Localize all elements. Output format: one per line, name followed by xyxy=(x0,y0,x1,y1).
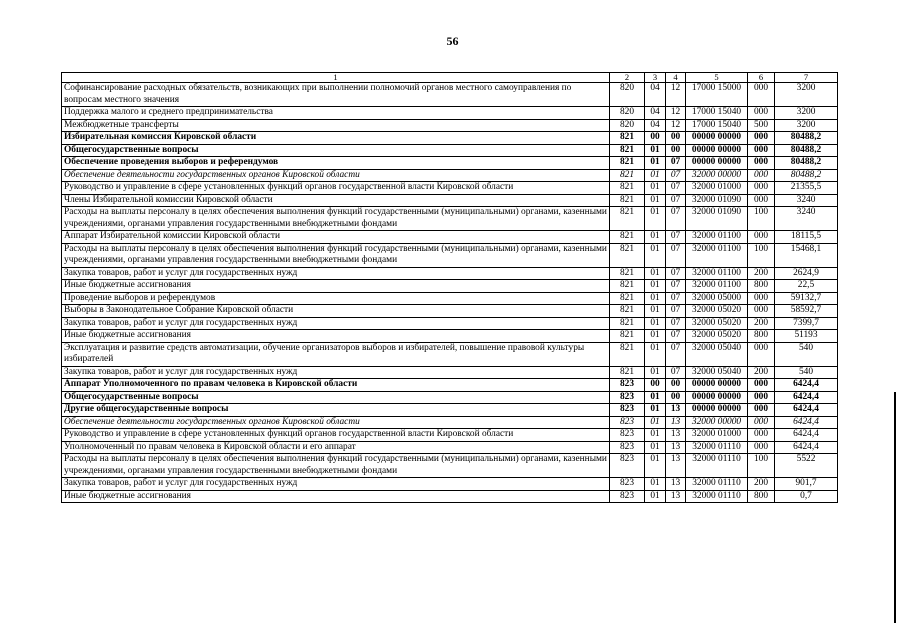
table-row xyxy=(62,366,838,379)
row-amount-cell: 6424,4 xyxy=(775,404,838,417)
row-expense-type-cell: 000 xyxy=(748,157,775,170)
row-admin-code-cell: 820 xyxy=(610,83,645,107)
row-subsection-cell: 13 xyxy=(666,429,686,442)
row-admin-code-cell: 821 xyxy=(610,330,645,343)
row-name-cell: Закупка товаров, работ и услуг для государственных нужд xyxy=(62,478,610,491)
row-admin-code-cell: 821 xyxy=(610,207,645,231)
row-section-cell: 04 xyxy=(645,107,666,120)
row-amount-cell: 6424,4 xyxy=(775,391,838,404)
row-subsection-cell: 13 xyxy=(666,416,686,429)
row-subsection-cell: 13 xyxy=(666,490,686,503)
row-admin-code-cell: 821 xyxy=(610,366,645,379)
row-admin-code-cell: 820 xyxy=(610,107,645,120)
table-row xyxy=(62,330,838,343)
row-section-cell: 04 xyxy=(645,83,666,107)
table-row xyxy=(62,379,838,392)
row-section-cell: 04 xyxy=(645,119,666,132)
row-admin-code-cell: 821 xyxy=(610,243,645,267)
row-admin-code-cell: 821 xyxy=(610,231,645,244)
row-subsection-cell: 07 xyxy=(666,182,686,195)
row-expense-type-cell: 000 xyxy=(748,429,775,442)
row-target-article-cell: 32000 01100 xyxy=(686,267,748,280)
row-target-article-cell: 00000 00000 xyxy=(686,157,748,170)
row-section-cell: 01 xyxy=(645,404,666,417)
row-admin-code-cell: 823 xyxy=(610,478,645,491)
row-name-cell: Закупка товаров, работ и услуг для государственных нужд xyxy=(62,366,610,379)
row-section-cell: 01 xyxy=(645,317,666,330)
row-subsection-cell: 00 xyxy=(666,132,686,145)
row-name-cell: Руководство и управление в сфере установленных функций органов государственной власти Кировской области xyxy=(62,429,610,442)
row-expense-type-cell: 200 xyxy=(748,366,775,379)
row-section-cell: 01 xyxy=(645,305,666,318)
header-row xyxy=(62,73,838,83)
table-row xyxy=(62,441,838,454)
table-row xyxy=(62,391,838,404)
table-row xyxy=(62,317,838,330)
row-section-cell: 01 xyxy=(645,330,666,343)
row-name-cell: Члены Избирательной комиссии Кировской области xyxy=(62,194,610,207)
table-row xyxy=(62,169,838,182)
row-amount-cell: 6424,4 xyxy=(775,379,838,392)
row-amount-cell: 18115,5 xyxy=(775,231,838,244)
row-subsection-cell: 12 xyxy=(666,83,686,107)
col-header-3: 3 xyxy=(645,73,666,83)
table-row xyxy=(62,194,838,207)
row-name-cell: Руководство и управление в сфере установленных функций органов государственной власти Кировской области xyxy=(62,182,610,195)
row-admin-code-cell: 821 xyxy=(610,305,645,318)
row-admin-code-cell: 821 xyxy=(610,194,645,207)
row-target-article-cell: 32000 01110 xyxy=(686,490,748,503)
row-target-article-cell: 32000 00000 xyxy=(686,169,748,182)
row-amount-cell: 0,7 xyxy=(775,490,838,503)
table-row xyxy=(62,157,838,170)
row-expense-type-cell: 100 xyxy=(748,207,775,231)
row-admin-code-cell: 820 xyxy=(610,119,645,132)
row-section-cell: 01 xyxy=(645,231,666,244)
table-row xyxy=(62,280,838,293)
page-number: 56 xyxy=(446,34,459,48)
row-section-cell: 01 xyxy=(645,267,666,280)
table-row xyxy=(62,429,838,442)
row-subsection-cell: 00 xyxy=(666,391,686,404)
row-target-article-cell: 32000 01090 xyxy=(686,194,748,207)
table-row xyxy=(62,342,838,366)
row-amount-cell: 58592,7 xyxy=(775,305,838,318)
row-name-cell: Проведение выборов и референдумов xyxy=(62,292,610,305)
row-subsection-cell: 00 xyxy=(666,144,686,157)
row-amount-cell: 3200 xyxy=(775,107,838,120)
row-expense-type-cell: 200 xyxy=(748,478,775,491)
row-expense-type-cell: 000 xyxy=(748,83,775,107)
row-target-article-cell: 32000 01110 xyxy=(686,454,748,478)
row-target-article-cell: 32000 01100 xyxy=(686,243,748,267)
row-admin-code-cell: 823 xyxy=(610,416,645,429)
row-amount-cell: 22,5 xyxy=(775,280,838,293)
row-section-cell: 01 xyxy=(645,416,666,429)
row-section-cell: 01 xyxy=(645,391,666,404)
table-row xyxy=(62,454,838,478)
row-name-cell: Иные бюджетные ассигнования xyxy=(62,280,610,293)
row-section-cell: 01 xyxy=(645,292,666,305)
row-admin-code-cell: 821 xyxy=(610,280,645,293)
table-row xyxy=(62,132,838,145)
scan-edge-bar xyxy=(894,392,896,623)
row-target-article-cell: 32000 05020 xyxy=(686,330,748,343)
row-target-article-cell: 32000 01110 xyxy=(686,441,748,454)
row-expense-type-cell: 000 xyxy=(748,305,775,318)
row-amount-cell: 5522 xyxy=(775,454,838,478)
row-name-cell: Другие общегосударственные вопросы xyxy=(62,404,610,417)
row-admin-code-cell: 823 xyxy=(610,490,645,503)
col-header-5: 5 xyxy=(686,73,748,83)
row-expense-type-cell: 000 xyxy=(748,107,775,120)
row-expense-type-cell: 000 xyxy=(748,144,775,157)
row-admin-code-cell: 821 xyxy=(610,144,645,157)
row-admin-code-cell: 823 xyxy=(610,429,645,442)
row-section-cell: 01 xyxy=(645,454,666,478)
table-row xyxy=(62,478,838,491)
row-name-cell: Выборы в Законодательное Собрание Кировской области xyxy=(62,305,610,318)
table-row xyxy=(62,267,838,280)
table-row xyxy=(62,243,838,267)
row-subsection-cell: 07 xyxy=(666,317,686,330)
row-subsection-cell: 12 xyxy=(666,107,686,120)
row-target-article-cell: 32000 01110 xyxy=(686,478,748,491)
row-amount-cell: 3240 xyxy=(775,207,838,231)
row-section-cell: 01 xyxy=(645,207,666,231)
row-section-cell: 01 xyxy=(645,169,666,182)
row-section-cell: 01 xyxy=(645,144,666,157)
row-target-article-cell: 17000 15000 xyxy=(686,83,748,107)
table-row xyxy=(62,404,838,417)
row-admin-code-cell: 823 xyxy=(610,441,645,454)
row-section-cell: 01 xyxy=(645,429,666,442)
row-expense-type-cell: 000 xyxy=(748,441,775,454)
row-target-article-cell: 32000 01000 xyxy=(686,182,748,195)
row-expense-type-cell: 800 xyxy=(748,490,775,503)
row-expense-type-cell: 000 xyxy=(748,292,775,305)
row-subsection-cell: 13 xyxy=(666,404,686,417)
row-name-cell: Софинансирование расходных обязательств, возникающих при выполнении полномочий органов местного самоуправления по вопросам местного значения xyxy=(62,83,610,107)
row-amount-cell: 80488,2 xyxy=(775,144,838,157)
row-expense-type-cell: 800 xyxy=(748,330,775,343)
row-name-cell: Поддержка малого и среднего предпринимательства xyxy=(62,107,610,120)
row-subsection-cell: 07 xyxy=(666,207,686,231)
row-amount-cell: 2624,9 xyxy=(775,267,838,280)
row-target-article-cell: 32000 05020 xyxy=(686,305,748,318)
row-subsection-cell: 13 xyxy=(666,441,686,454)
row-admin-code-cell: 821 xyxy=(610,292,645,305)
row-subsection-cell: 07 xyxy=(666,292,686,305)
row-section-cell: 01 xyxy=(645,194,666,207)
row-expense-type-cell: 000 xyxy=(748,169,775,182)
row-expense-type-cell: 200 xyxy=(748,267,775,280)
row-target-article-cell: 00000 00000 xyxy=(686,132,748,145)
row-expense-type-cell: 000 xyxy=(748,391,775,404)
row-amount-cell: 80488,2 xyxy=(775,132,838,145)
table-row xyxy=(62,231,838,244)
row-subsection-cell: 07 xyxy=(666,366,686,379)
row-admin-code-cell: 823 xyxy=(610,379,645,392)
row-section-cell: 01 xyxy=(645,366,666,379)
row-amount-cell: 3200 xyxy=(775,83,838,107)
row-target-article-cell: 32000 01090 xyxy=(686,207,748,231)
row-subsection-cell: 07 xyxy=(666,342,686,366)
table-body xyxy=(62,83,838,503)
row-section-cell: 00 xyxy=(645,132,666,145)
row-subsection-cell: 07 xyxy=(666,243,686,267)
row-name-cell: Аппарат Избирательной комиссии Кировской области xyxy=(62,231,610,244)
row-expense-type-cell: 000 xyxy=(748,231,775,244)
table-row xyxy=(62,182,838,195)
row-target-article-cell: 32000 05040 xyxy=(686,366,748,379)
row-section-cell: 01 xyxy=(645,280,666,293)
row-name-cell: Общегосударственные вопросы xyxy=(62,144,610,157)
col-header-1: 1 xyxy=(62,73,610,83)
row-expense-type-cell: 200 xyxy=(748,317,775,330)
row-amount-cell: 3240 xyxy=(775,194,838,207)
row-name-cell: Обеспечение деятельности государственных органов Кировской области xyxy=(62,169,610,182)
row-name-cell: Расходы на выплаты персоналу в целях обеспечения выполнения функций государственными (муниципальными) органами, казенными учреждениями, органами управления государственными внебюджетными фондами xyxy=(62,243,610,267)
row-amount-cell: 21355,5 xyxy=(775,182,838,195)
row-subsection-cell: 07 xyxy=(666,330,686,343)
row-target-article-cell: 32000 05000 xyxy=(686,292,748,305)
row-amount-cell: 80488,2 xyxy=(775,169,838,182)
row-target-article-cell: 00000 00000 xyxy=(686,404,748,417)
col-header-4: 4 xyxy=(666,73,686,83)
row-expense-type-cell: 000 xyxy=(748,342,775,366)
row-expense-type-cell: 000 xyxy=(748,379,775,392)
col-header-7: 7 xyxy=(775,73,838,83)
row-name-cell: Расходы на выплаты персоналу в целях обеспечения выполнения функций государственными (муниципальными) органами, казенными учреждениями, органами управления государственными внебюджетными фондами xyxy=(62,207,610,231)
table-row xyxy=(62,490,838,503)
row-subsection-cell: 12 xyxy=(666,119,686,132)
row-name-cell: Эксплуатация и развитие средств автоматизации, обучение организаторов выборов и избирателей, повышение правовой культуры избирателей xyxy=(62,342,610,366)
row-section-cell: 01 xyxy=(645,490,666,503)
row-admin-code-cell: 823 xyxy=(610,391,645,404)
row-target-article-cell: 00000 00000 xyxy=(686,391,748,404)
row-target-article-cell: 32000 01100 xyxy=(686,231,748,244)
row-expense-type-cell: 000 xyxy=(748,132,775,145)
row-name-cell: Обеспечение проведения выборов и референдумов xyxy=(62,157,610,170)
row-subsection-cell: 07 xyxy=(666,305,686,318)
row-subsection-cell: 00 xyxy=(666,379,686,392)
row-name-cell: Расходы на выплаты персоналу в целях обеспечения выполнения функций государственными (муниципальными) органами, казенными учреждениями, органами управления государственными внебюджетными фондами xyxy=(62,454,610,478)
row-amount-cell: 901,7 xyxy=(775,478,838,491)
row-admin-code-cell: 823 xyxy=(610,454,645,478)
row-target-article-cell: 32000 01100 xyxy=(686,280,748,293)
row-subsection-cell: 07 xyxy=(666,194,686,207)
row-amount-cell: 540 xyxy=(775,366,838,379)
row-name-cell: Аппарат Уполномоченного по правам человека в Кировской области xyxy=(62,379,610,392)
row-target-article-cell: 17000 15040 xyxy=(686,107,748,120)
row-name-cell: Общегосударственные вопросы xyxy=(62,391,610,404)
row-subsection-cell: 07 xyxy=(666,267,686,280)
row-admin-code-cell: 821 xyxy=(610,169,645,182)
row-amount-cell: 80488,2 xyxy=(775,157,838,170)
row-amount-cell: 6424,4 xyxy=(775,441,838,454)
row-section-cell: 01 xyxy=(645,441,666,454)
table-row xyxy=(62,207,838,231)
row-expense-type-cell: 100 xyxy=(748,454,775,478)
row-name-cell: Закупка товаров, работ и услуг для государственных нужд xyxy=(62,267,610,280)
row-target-article-cell: 00000 00000 xyxy=(686,144,748,157)
row-section-cell: 01 xyxy=(645,182,666,195)
row-admin-code-cell: 823 xyxy=(610,404,645,417)
row-name-cell: Обеспечение деятельности государственных органов Кировской области xyxy=(62,416,610,429)
row-admin-code-cell: 821 xyxy=(610,267,645,280)
table-row xyxy=(62,119,838,132)
row-admin-code-cell: 821 xyxy=(610,317,645,330)
row-section-cell: 00 xyxy=(645,379,666,392)
row-admin-code-cell: 821 xyxy=(610,132,645,145)
table-row xyxy=(62,416,838,429)
table-row xyxy=(62,292,838,305)
row-target-article-cell: 32000 01000 xyxy=(686,429,748,442)
row-target-article-cell: 32000 00000 xyxy=(686,416,748,429)
row-subsection-cell: 07 xyxy=(666,157,686,170)
row-expense-type-cell: 800 xyxy=(748,280,775,293)
row-admin-code-cell: 821 xyxy=(610,157,645,170)
row-amount-cell: 6424,4 xyxy=(775,416,838,429)
row-admin-code-cell: 821 xyxy=(610,182,645,195)
row-amount-cell: 540 xyxy=(775,342,838,366)
row-section-cell: 01 xyxy=(645,342,666,366)
table-row xyxy=(62,305,838,318)
col-header-2: 2 xyxy=(610,73,645,83)
row-expense-type-cell: 100 xyxy=(748,243,775,267)
row-target-article-cell: 17000 15040 xyxy=(686,119,748,132)
row-subsection-cell: 07 xyxy=(666,231,686,244)
row-amount-cell: 59132,7 xyxy=(775,292,838,305)
row-section-cell: 01 xyxy=(645,157,666,170)
row-expense-type-cell: 000 xyxy=(748,194,775,207)
row-expense-type-cell: 000 xyxy=(748,416,775,429)
row-expense-type-cell: 000 xyxy=(748,182,775,195)
row-section-cell: 01 xyxy=(645,243,666,267)
row-section-cell: 01 xyxy=(645,478,666,491)
row-subsection-cell: 13 xyxy=(666,478,686,491)
row-expense-type-cell: 500 xyxy=(748,119,775,132)
row-target-article-cell: 32000 05040 xyxy=(686,342,748,366)
row-subsection-cell: 13 xyxy=(666,454,686,478)
row-subsection-cell: 07 xyxy=(666,169,686,182)
row-amount-cell: 7399,7 xyxy=(775,317,838,330)
budget-table xyxy=(61,72,838,503)
row-subsection-cell: 07 xyxy=(666,280,686,293)
row-name-cell: Иные бюджетные ассигнования xyxy=(62,490,610,503)
row-admin-code-cell: 821 xyxy=(610,342,645,366)
col-header-6: 6 xyxy=(748,73,775,83)
table-row xyxy=(62,144,838,157)
row-amount-cell: 6424,4 xyxy=(775,429,838,442)
table-row xyxy=(62,83,838,107)
row-name-cell: Избирательная комиссия Кировской области xyxy=(62,132,610,145)
row-amount-cell: 51193 xyxy=(775,330,838,343)
row-amount-cell: 15468,1 xyxy=(775,243,838,267)
table-row xyxy=(62,107,838,120)
row-name-cell: Уполномоченный по правам человека в Кировской области и его аппарат xyxy=(62,441,610,454)
row-name-cell: Иные бюджетные ассигнования xyxy=(62,330,610,343)
row-name-cell: Закупка товаров, работ и услуг для государственных нужд xyxy=(62,317,610,330)
row-expense-type-cell: 000 xyxy=(748,404,775,417)
row-target-article-cell: 32000 05020 xyxy=(686,317,748,330)
row-name-cell: Межбюджетные трансферты xyxy=(62,119,610,132)
row-target-article-cell: 00000 00000 xyxy=(686,379,748,392)
row-amount-cell: 3200 xyxy=(775,119,838,132)
